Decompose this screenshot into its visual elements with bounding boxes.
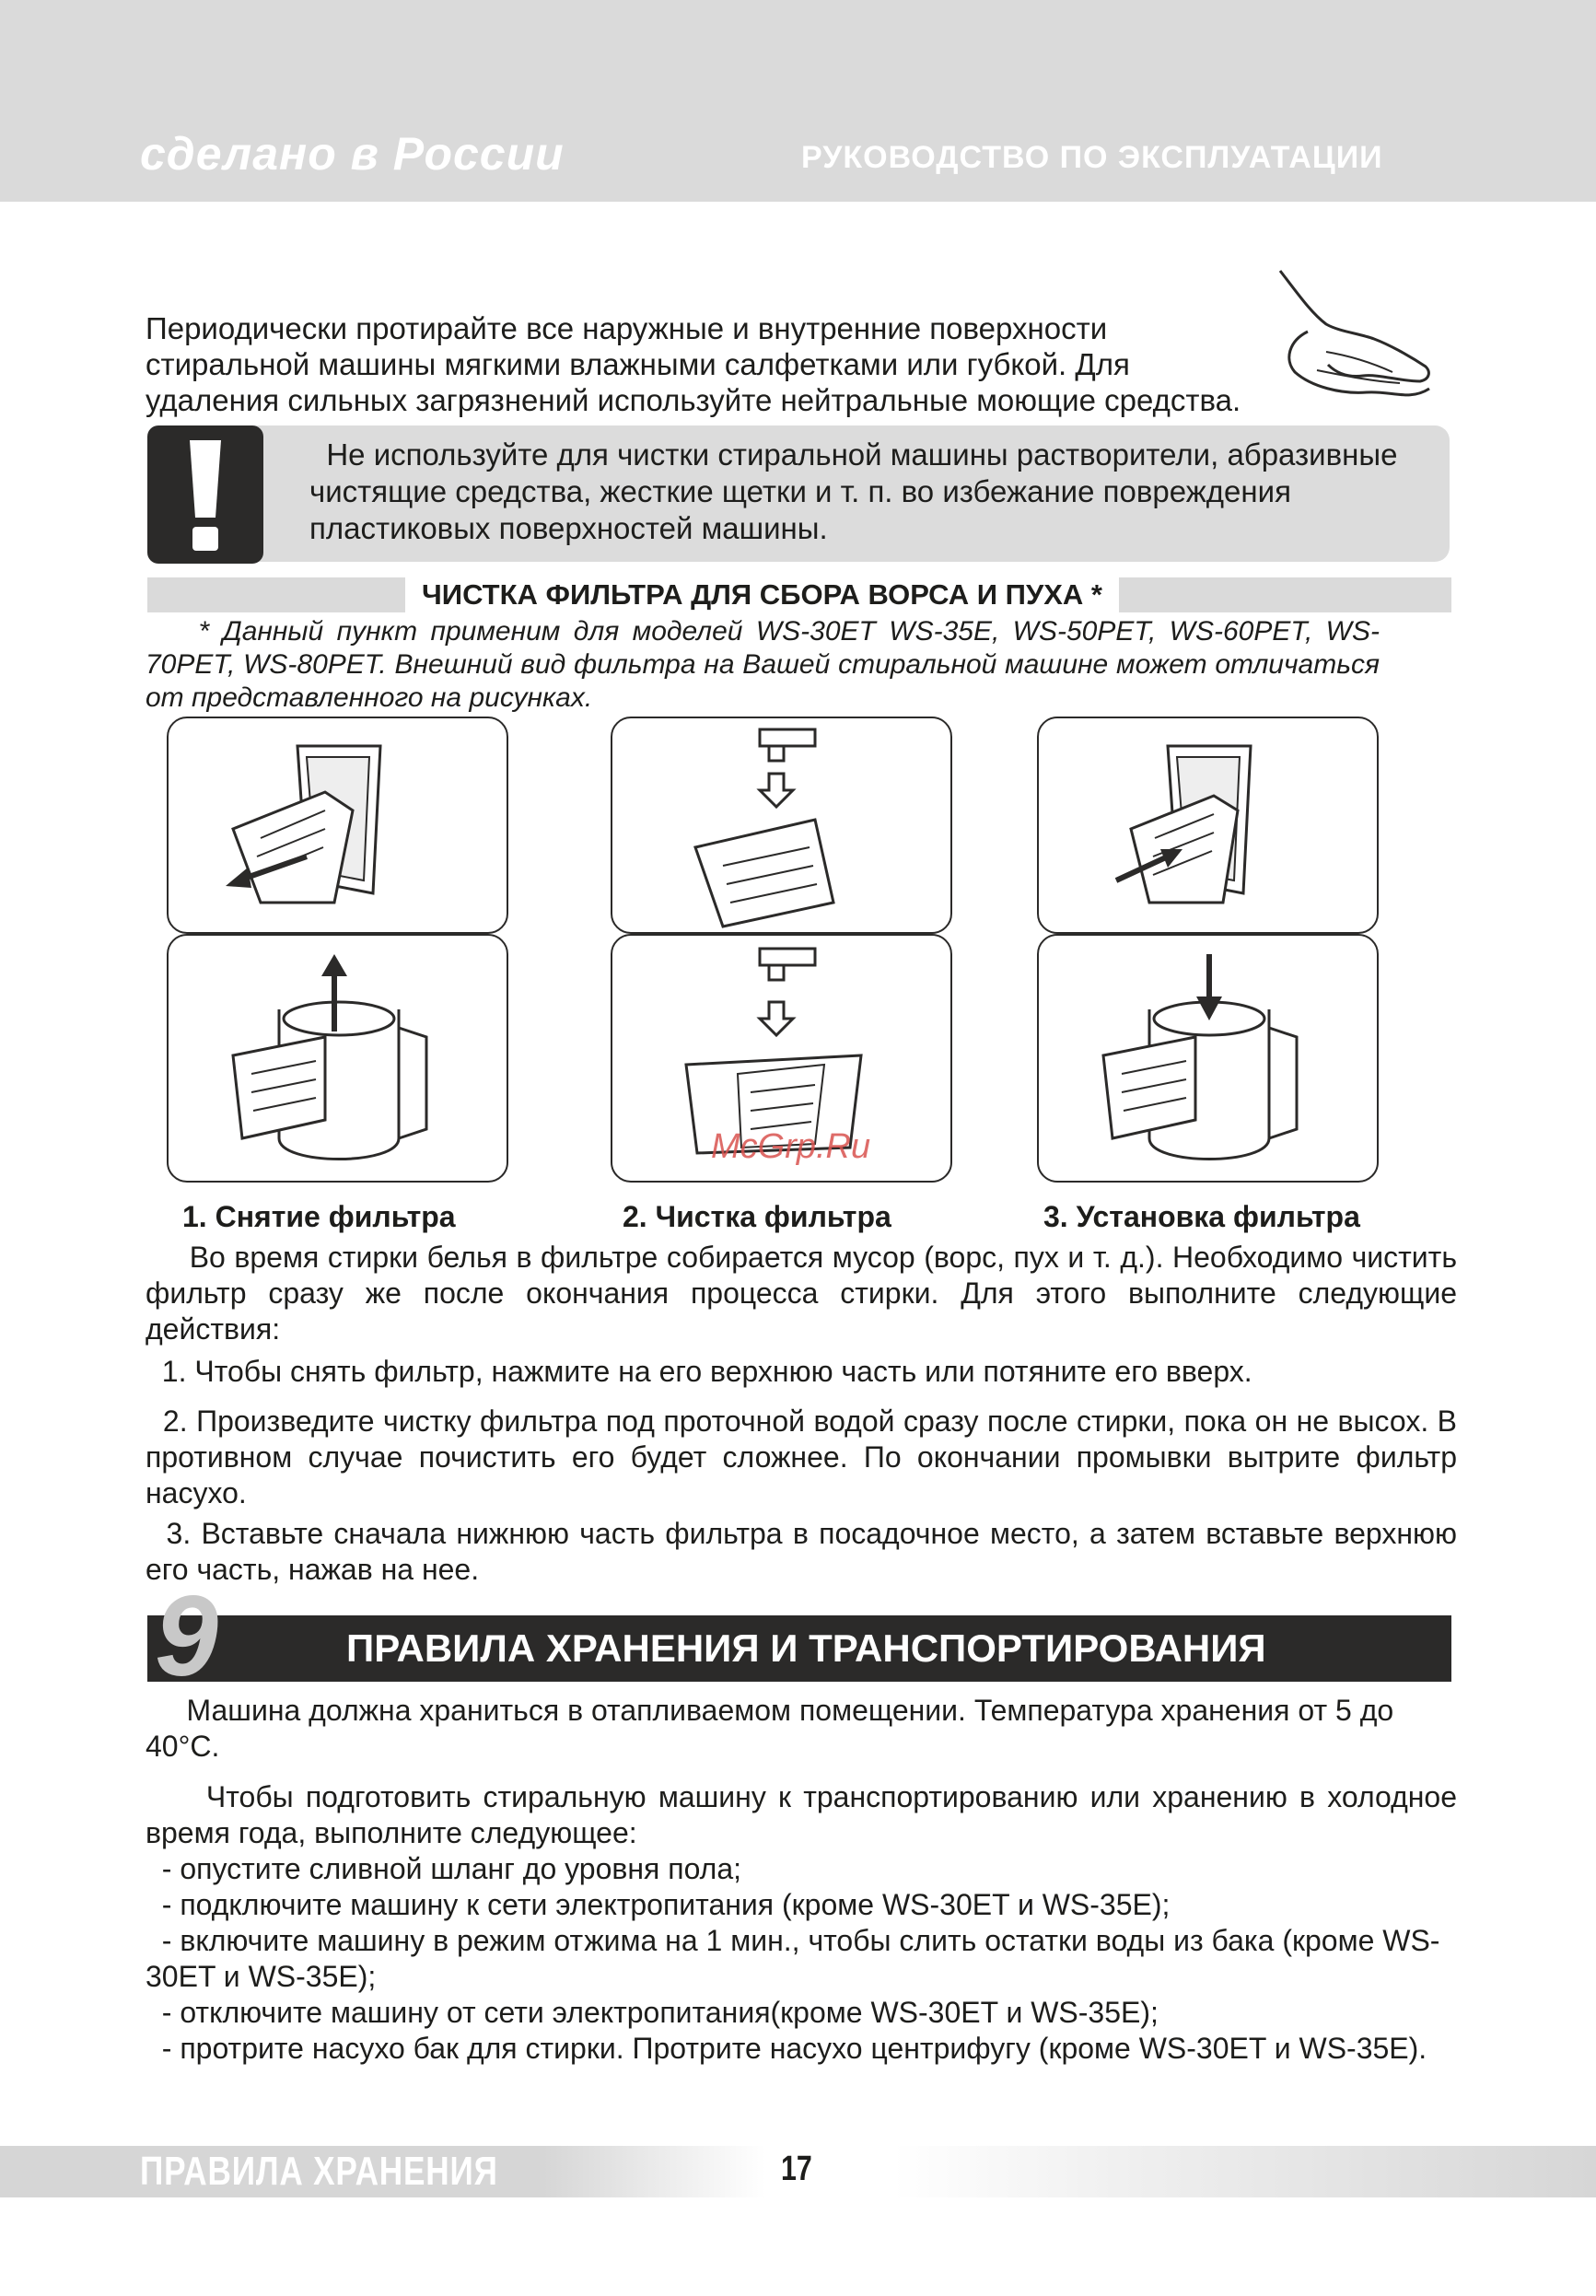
storage-temperature-text: Машина должна храниться в отапливаемом помещении. Температура хранения от 5 до 40°С. (146, 1694, 1394, 1763)
filter-section-title: ЧИСТКА ФИЛЬТРА ДЛЯ СБОРА ВОРСА И ПУХА * (405, 577, 1119, 613)
transport-prep-text: Чтобы подготовить стиральную машину к транспортированию или хранению в холодное время года, выполните следующее: (146, 1780, 1458, 1849)
chapter-number: 9 (155, 1573, 218, 1700)
filter-lift-up-illustration (169, 936, 510, 1184)
watermark: McGrp.Ru (711, 1127, 871, 1166)
panel-remove-bottom (167, 934, 508, 1183)
intro-line-3: удаления сильных загрязнений используйте нейтральные моющие средства. (146, 383, 1241, 417)
panel-install-bottom (1037, 934, 1379, 1183)
wiping-hand-icon (1271, 267, 1437, 414)
prep-item-2: - подключите машину к сети электропитания (кроме WS-30ET и WS-35E); (161, 1888, 1171, 1921)
panel-clean-top (611, 717, 952, 934)
prep-item-4: - отключите машину от сети электропитания(кроме WS-30ET и WS-35E); (161, 1996, 1159, 2029)
caption-remove-filter: 1. Снятие фильтра (182, 1200, 456, 1233)
brand-slogan: сделано в России (140, 128, 565, 180)
warning-text: Не используйте для чистки стиральной машины растворители, абразивные чистящие средства, жесткие щетки и т. п. во избежание повреждения пластиковых поверхностей машины. (309, 437, 1398, 545)
caption-install-filter: 3. Установка фильтра (1043, 1200, 1360, 1233)
filter-press-down-illustration (1039, 936, 1380, 1184)
page-number: 17 (781, 2150, 812, 2188)
applicability-note: * Данный пункт применим для моделей WS-30ET WS-35E, WS-50PET, WS-60PET, WS-70PET, WS-80PET. Внешний вид фильтра на Вашей стиральной машине может отличаться от представленного на рисунках. (146, 616, 1380, 713)
panel-remove-top (167, 717, 508, 934)
filter-step-2: 2. Произведите чистку фильтра под проточной водой сразу после стирки, пока он не высох. В противном случае почистить его будет сложнее. По окончании промывки вытрите фильтр насухо. (146, 1404, 1458, 1509)
prep-item-5: - протрите насухо бак для стирки. Протрите насухо центрифугу (кроме WS-30ET и WS-35E). (161, 2032, 1427, 2065)
filter-insert-illustration (1039, 718, 1380, 936)
water-tap-rinse-illustration (612, 718, 954, 936)
filter-pull-out-illustration (169, 718, 510, 936)
filter-step-3: 3. Вставьте сначала нижнюю часть фильтра в посадочное место, а затем вставьте верхнюю его часть, нажав на нее. (146, 1517, 1458, 1586)
prep-item-1: - опустите сливной шланг до уровня пола; (161, 1852, 742, 1885)
prep-item-3: - включите машину в режим отжима на 1 мин., чтобы слить остатки воды из бака (кроме WS-30ET и WS-35E); (146, 1924, 1440, 1993)
intro-line-1: Периодически протирайте все наружные и внутренние поверхности (146, 311, 1108, 345)
panel-install-top (1037, 717, 1379, 934)
exclamation-icon (147, 425, 263, 564)
footer-section-label: ПРАВИЛА ХРАНЕНИЯ (140, 2149, 498, 2194)
caption-clean-filter: 2. Чистка фильтра (623, 1200, 891, 1233)
filter-intro-text: Во время стирки белья в фильтре собирается мусор (ворс, пух и т. д.). Необходимо чистить фильтр сразу же после окончания процесса стирки. Для этого выполните следующие действия: (146, 1241, 1458, 1346)
intro-line-2: стиральной машины мягкими влажными салфетками или губкой. Для (146, 347, 1130, 381)
chapter-title: ПРАВИЛА ХРАНЕНИЯ И ТРАНСПОРТИРОВАНИЯ (346, 1626, 1266, 1670)
manual-title: РУКОВОДСТВО ПО ЭКСПЛУАТАЦИИ (801, 140, 1383, 175)
filter-step-1: 1. Чтобы снять фильтр, нажмите на его верхнюю часть или потяните его вверх. (161, 1355, 1252, 1388)
